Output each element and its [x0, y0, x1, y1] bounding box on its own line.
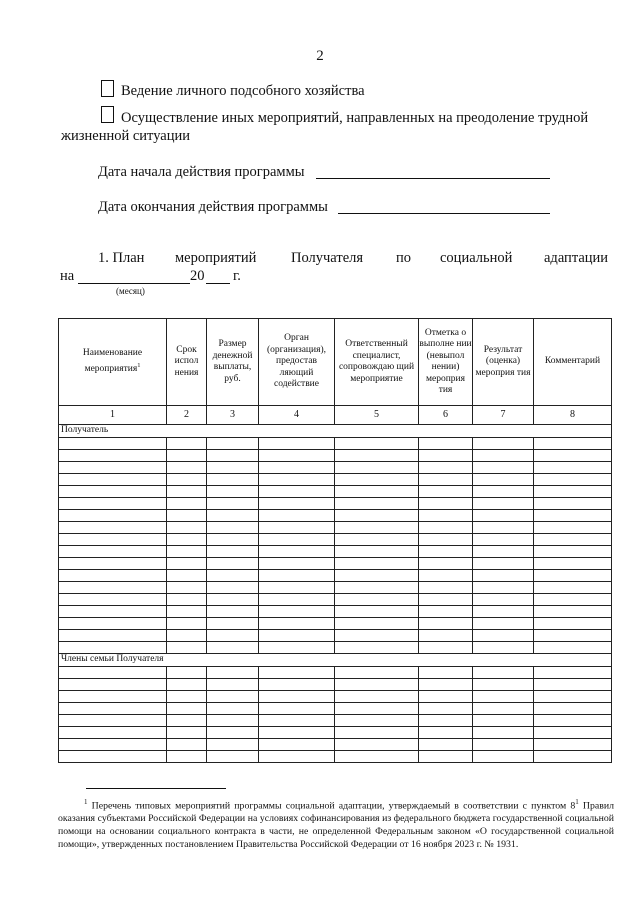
table-cell[interactable] — [167, 727, 207, 739]
footnote-mark: 1 — [84, 798, 88, 806]
table-cell[interactable] — [207, 498, 259, 510]
table-row — [59, 679, 612, 691]
table-cell[interactable] — [419, 438, 473, 450]
plan-heading-word-6: адаптации — [544, 250, 609, 266]
table-cell[interactable] — [167, 618, 207, 630]
table-cell[interactable] — [335, 498, 419, 510]
checkbox-personal-farming[interactable] — [101, 80, 114, 97]
section-recipient-row — [59, 425, 612, 438]
table-cell[interactable] — [534, 570, 612, 582]
table-cell[interactable] — [335, 510, 419, 522]
table-cell[interactable] — [534, 630, 612, 642]
table-cell[interactable] — [473, 642, 534, 654]
table-cell[interactable] — [335, 630, 419, 642]
table-cell[interactable] — [259, 606, 335, 618]
table-cell[interactable] — [419, 703, 473, 715]
header-payment: Размер денежной выплаты, руб. — [207, 319, 259, 406]
table-row — [59, 642, 612, 654]
table-cell[interactable] — [207, 727, 259, 739]
month-field[interactable] — [78, 268, 190, 284]
table-cell[interactable] — [534, 498, 612, 510]
table-cell[interactable] — [534, 751, 612, 763]
table-cell[interactable] — [534, 594, 612, 606]
table-cell[interactable] — [207, 486, 259, 498]
table-row — [59, 715, 612, 727]
table-row — [59, 630, 612, 642]
table-cell[interactable] — [259, 546, 335, 558]
table-cell[interactable] — [167, 462, 207, 474]
table-cell[interactable] — [167, 450, 207, 462]
table-cell[interactable] — [207, 534, 259, 546]
table-cell[interactable] — [59, 450, 167, 462]
table-cell[interactable] — [207, 474, 259, 486]
table-cell[interactable] — [207, 438, 259, 450]
table-cell[interactable] — [534, 438, 612, 450]
table-cell[interactable] — [473, 739, 534, 751]
table-cell[interactable] — [207, 703, 259, 715]
plan-heading-word-2: мероприятий — [175, 250, 257, 266]
table-cell[interactable] — [473, 474, 534, 486]
table-cell[interactable] — [59, 703, 167, 715]
table-cell[interactable] — [335, 534, 419, 546]
table-row — [59, 594, 612, 606]
table-row — [59, 558, 612, 570]
table-cell[interactable] — [259, 438, 335, 450]
checkbox-other-measures[interactable] — [101, 106, 114, 123]
table-cell[interactable] — [59, 438, 167, 450]
table-cell[interactable] — [259, 667, 335, 679]
table-cell[interactable] — [335, 703, 419, 715]
table-cell[interactable] — [59, 582, 167, 594]
table-cell[interactable] — [335, 570, 419, 582]
option-personal-farming-label: Ведение личного подсобного хозяйства — [121, 83, 365, 99]
table-cell[interactable] — [167, 703, 207, 715]
table-number-row — [59, 406, 612, 425]
table-cell[interactable] — [59, 510, 167, 522]
table-row — [59, 522, 612, 534]
table-cell[interactable] — [534, 606, 612, 618]
table-row — [59, 582, 612, 594]
table-cell[interactable] — [207, 462, 259, 474]
table-cell[interactable] — [59, 667, 167, 679]
table-row — [59, 546, 612, 558]
table-cell[interactable] — [534, 715, 612, 727]
table-cell[interactable] — [473, 691, 534, 703]
table-cell[interactable] — [167, 715, 207, 727]
table-cell[interactable] — [335, 751, 419, 763]
table-cell[interactable] — [419, 462, 473, 474]
table-cell[interactable] — [419, 546, 473, 558]
table-cell[interactable] — [335, 606, 419, 618]
table-row — [59, 703, 612, 715]
table-cell[interactable] — [59, 630, 167, 642]
table-cell[interactable] — [59, 715, 167, 727]
table-cell[interactable] — [335, 642, 419, 654]
table-cell[interactable] — [534, 739, 612, 751]
plan-heading-word-1: 1. План — [98, 250, 145, 266]
table-cell[interactable] — [167, 606, 207, 618]
table-cell[interactable] — [259, 558, 335, 570]
footnote-text-2: Правил оказания субъектами Российской Федерации на условиях софинансирования из федерального бюджета государственной социальной помощи на основании социального контракта в части, не определенной Федеральным законом «О государственной социальной помощи», утвержденных постановлением Правительства Российской Федерации от 16 ноября 2023 г. № 1931. — [58, 800, 614, 851]
table-cell[interactable] — [59, 594, 167, 606]
table-cell[interactable] — [534, 679, 612, 691]
table-cell[interactable] — [534, 691, 612, 703]
table-cell[interactable] — [167, 546, 207, 558]
table-row — [59, 534, 612, 546]
table-cell[interactable] — [419, 691, 473, 703]
column-number: 8 — [534, 406, 612, 425]
footnote-mark-2: 1 — [575, 798, 579, 806]
table-cell[interactable] — [207, 510, 259, 522]
table-cell[interactable] — [473, 510, 534, 522]
table-cell[interactable] — [419, 594, 473, 606]
table-cell[interactable] — [335, 667, 419, 679]
table-cell[interactable] — [534, 546, 612, 558]
table-cell[interactable] — [473, 498, 534, 510]
header-execution-mark: Отметка о выполне нии (невыпол нении) мероприя тия — [419, 319, 473, 406]
table-header-row — [59, 319, 612, 406]
table-cell[interactable] — [335, 558, 419, 570]
table-cell[interactable] — [167, 570, 207, 582]
table-cell[interactable] — [207, 739, 259, 751]
table-cell[interactable] — [167, 438, 207, 450]
table-cell[interactable] — [419, 522, 473, 534]
table-cell[interactable] — [335, 450, 419, 462]
table-cell[interactable] — [534, 510, 612, 522]
table-cell[interactable] — [259, 751, 335, 763]
table-row — [59, 498, 612, 510]
table-cell[interactable] — [473, 618, 534, 630]
table-cell[interactable] — [419, 450, 473, 462]
table-cell[interactable] — [473, 715, 534, 727]
table-cell[interactable] — [59, 570, 167, 582]
table-cell[interactable] — [167, 510, 207, 522]
table-cell[interactable] — [419, 498, 473, 510]
header-specialist: Ответственный специалист, сопровождаю щий мероприятие — [335, 319, 419, 406]
table-cell[interactable] — [59, 618, 167, 630]
header-result: Результат (оценка) мероприя тия — [473, 319, 534, 406]
table-row — [59, 462, 612, 474]
table-cell[interactable] — [473, 751, 534, 763]
table-cell[interactable] — [259, 474, 335, 486]
table-cell[interactable] — [419, 570, 473, 582]
header-name: Наименование мероприятия$^1$ — [59, 319, 167, 406]
table-cell[interactable] — [207, 522, 259, 534]
table-cell[interactable] — [335, 462, 419, 474]
table-cell[interactable] — [167, 534, 207, 546]
table-cell[interactable] — [59, 486, 167, 498]
table-cell[interactable] — [59, 691, 167, 703]
table-cell[interactable] — [419, 474, 473, 486]
table-row — [59, 727, 612, 739]
table-cell[interactable] — [534, 486, 612, 498]
table-cell[interactable] — [207, 558, 259, 570]
section-family-row — [59, 654, 612, 667]
plan-heading-word-4: по — [396, 250, 412, 266]
table-cell[interactable] — [59, 546, 167, 558]
table-cell[interactable] — [167, 498, 207, 510]
plan-heading-word-5: социальной — [440, 250, 513, 266]
table-cell[interactable] — [259, 727, 335, 739]
table-cell[interactable] — [259, 462, 335, 474]
table-cell[interactable] — [473, 667, 534, 679]
footnote-text: Перечень типовых мероприятий программы социальной адаптации, утверждаемый в соответствии с пунктом 8 — [91, 800, 576, 812]
table-cell[interactable] — [534, 474, 612, 486]
table-cell[interactable] — [335, 438, 419, 450]
table-cell[interactable] — [335, 522, 419, 534]
table-cell[interactable] — [335, 727, 419, 739]
table-cell[interactable] — [419, 534, 473, 546]
table-row — [59, 667, 612, 679]
table-cell[interactable] — [534, 534, 612, 546]
table-row — [59, 606, 612, 618]
table-cell[interactable] — [473, 606, 534, 618]
table-cell[interactable] — [473, 727, 534, 739]
table-cell[interactable] — [59, 751, 167, 763]
table-cell[interactable] — [59, 522, 167, 534]
table-cell[interactable] — [167, 486, 207, 498]
table-cell[interactable] — [207, 642, 259, 654]
table-cell[interactable] — [207, 691, 259, 703]
table-cell[interactable] — [259, 594, 335, 606]
table-cell[interactable] — [167, 691, 207, 703]
table-cell[interactable] — [419, 739, 473, 751]
table-cell[interactable] — [534, 558, 612, 570]
table-cell[interactable] — [419, 642, 473, 654]
header-comment: Комментарий — [534, 319, 612, 406]
table-cell[interactable] — [335, 618, 419, 630]
table-cell[interactable] — [534, 462, 612, 474]
table-cell[interactable] — [259, 618, 335, 630]
table-cell[interactable] — [207, 667, 259, 679]
plan-table — [58, 318, 612, 763]
table-cell[interactable] — [419, 679, 473, 691]
table-cell[interactable] — [167, 679, 207, 691]
recipient-rows — [59, 438, 612, 654]
table-cell[interactable] — [419, 582, 473, 594]
table-cell[interactable] — [167, 594, 207, 606]
table-cell[interactable] — [167, 522, 207, 534]
table-cell[interactable] — [59, 679, 167, 691]
table-row — [59, 618, 612, 630]
table-cell[interactable] — [419, 618, 473, 630]
table-cell[interactable] — [59, 739, 167, 751]
month-hint: (месяц) — [116, 286, 145, 296]
plan-year-suffix: г. — [233, 268, 241, 284]
table-cell[interactable] — [335, 474, 419, 486]
table-cell[interactable] — [419, 558, 473, 570]
table-row — [59, 450, 612, 462]
table-cell[interactable] — [335, 486, 419, 498]
table-cell[interactable] — [419, 715, 473, 727]
table-cell[interactable] — [534, 618, 612, 630]
table-cell[interactable] — [259, 486, 335, 498]
year-field[interactable] — [206, 268, 230, 284]
table-cell[interactable] — [534, 582, 612, 594]
table-cell[interactable] — [59, 606, 167, 618]
table-cell[interactable] — [259, 450, 335, 462]
table-cell[interactable] — [207, 546, 259, 558]
table-cell[interactable] — [473, 679, 534, 691]
table-cell[interactable] — [335, 691, 419, 703]
table-cell[interactable] — [207, 630, 259, 642]
table-cell[interactable] — [335, 715, 419, 727]
table-cell[interactable] — [473, 534, 534, 546]
table-cell[interactable] — [259, 642, 335, 654]
table-cell[interactable] — [419, 727, 473, 739]
table-cell[interactable] — [473, 462, 534, 474]
column-number: 3 — [207, 406, 259, 425]
table-cell[interactable] — [59, 558, 167, 570]
table-cell[interactable] — [473, 703, 534, 715]
table-cell[interactable] — [534, 642, 612, 654]
table-cell[interactable] — [167, 667, 207, 679]
column-number: 4 — [259, 406, 335, 425]
column-number: 5 — [335, 406, 419, 425]
section-recipient-label: Получатель — [59, 425, 612, 438]
table-cell[interactable] — [419, 606, 473, 618]
table-cell[interactable] — [473, 486, 534, 498]
table-cell[interactable] — [335, 594, 419, 606]
section-family-label: Члены семьи Получателя — [59, 654, 612, 667]
table-cell[interactable] — [207, 715, 259, 727]
table-cell[interactable] — [167, 558, 207, 570]
table-cell[interactable] — [207, 751, 259, 763]
table-cell[interactable] — [473, 582, 534, 594]
table-cell[interactable] — [207, 450, 259, 462]
table-cell[interactable] — [534, 727, 612, 739]
table-cell[interactable] — [59, 727, 167, 739]
table-cell[interactable] — [259, 715, 335, 727]
table-cell[interactable] — [259, 630, 335, 642]
table-cell[interactable] — [534, 703, 612, 715]
header-organization: Орган (организация), предостав ляющий содействие — [259, 319, 335, 406]
option-other-measures-cont: жизненной ситуации — [61, 128, 190, 144]
table-cell[interactable] — [207, 606, 259, 618]
table-row — [59, 486, 612, 498]
table-cell[interactable] — [534, 667, 612, 679]
table-cell[interactable] — [335, 582, 419, 594]
table-cell[interactable] — [534, 522, 612, 534]
table-cell[interactable] — [473, 558, 534, 570]
table-row — [59, 474, 612, 486]
footnote — [58, 796, 614, 851]
end-date-label: Дата окончания действия программы — [98, 199, 328, 215]
option-other-measures-label: Осуществление иных мероприятий, направленных на преодоление трудной — [121, 110, 589, 126]
table-row — [59, 751, 612, 763]
table-cell[interactable] — [419, 486, 473, 498]
table-cell[interactable] — [59, 534, 167, 546]
table-cell[interactable] — [259, 570, 335, 582]
table-cell[interactable] — [59, 474, 167, 486]
table-cell[interactable] — [167, 630, 207, 642]
table-cell[interactable] — [259, 498, 335, 510]
table-row — [59, 438, 612, 450]
table-cell[interactable] — [167, 739, 207, 751]
table-cell[interactable] — [259, 534, 335, 546]
table-cell[interactable] — [167, 474, 207, 486]
table-cell[interactable] — [473, 594, 534, 606]
table-cell[interactable] — [259, 691, 335, 703]
table-cell[interactable] — [419, 630, 473, 642]
table-cell[interactable] — [473, 438, 534, 450]
table-cell[interactable] — [335, 546, 419, 558]
start-date-field[interactable] — [316, 164, 550, 179]
table-cell[interactable] — [207, 679, 259, 691]
column-number: 2 — [167, 406, 207, 425]
header-deadline: Срок испол нения — [167, 319, 207, 406]
table-cell[interactable] — [419, 751, 473, 763]
table-cell[interactable] — [167, 582, 207, 594]
table-cell[interactable] — [207, 582, 259, 594]
table-cell[interactable] — [259, 582, 335, 594]
footnote-rule — [86, 788, 226, 789]
plan-year-prefix: 20 — [190, 268, 205, 284]
table-cell[interactable] — [419, 510, 473, 522]
table-row — [59, 510, 612, 522]
table-cell[interactable] — [259, 703, 335, 715]
table-cell[interactable] — [259, 522, 335, 534]
table-cell[interactable] — [473, 546, 534, 558]
table-cell[interactable] — [335, 739, 419, 751]
plan-na: на — [60, 268, 75, 284]
column-number: 7 — [473, 406, 534, 425]
table-cell[interactable] — [473, 570, 534, 582]
end-date-field[interactable] — [338, 199, 550, 214]
column-number: 6 — [419, 406, 473, 425]
table-cell[interactable] — [259, 679, 335, 691]
plan-heading-word-3: Получателя — [291, 250, 364, 266]
table-cell[interactable] — [335, 679, 419, 691]
table-cell[interactable] — [59, 498, 167, 510]
table-cell[interactable] — [473, 630, 534, 642]
table-cell[interactable] — [473, 522, 534, 534]
table-cell[interactable] — [167, 642, 207, 654]
table-cell[interactable] — [419, 667, 473, 679]
column-number: 1 — [59, 406, 167, 425]
table-cell[interactable] — [473, 450, 534, 462]
table-cell[interactable] — [59, 462, 167, 474]
table-cell[interactable] — [59, 642, 167, 654]
table-cell[interactable] — [259, 739, 335, 751]
table-cell[interactable] — [207, 594, 259, 606]
table-cell[interactable] — [207, 618, 259, 630]
table-cell[interactable] — [167, 751, 207, 763]
family-rows — [59, 667, 612, 763]
table-row — [59, 691, 612, 703]
table-cell[interactable] — [259, 510, 335, 522]
table-row — [59, 570, 612, 582]
table-cell[interactable] — [207, 570, 259, 582]
start-date-label: Дата начала действия программы — [98, 164, 305, 180]
table-cell[interactable] — [534, 450, 612, 462]
page-number: 2 — [316, 48, 324, 64]
table-row — [59, 739, 612, 751]
